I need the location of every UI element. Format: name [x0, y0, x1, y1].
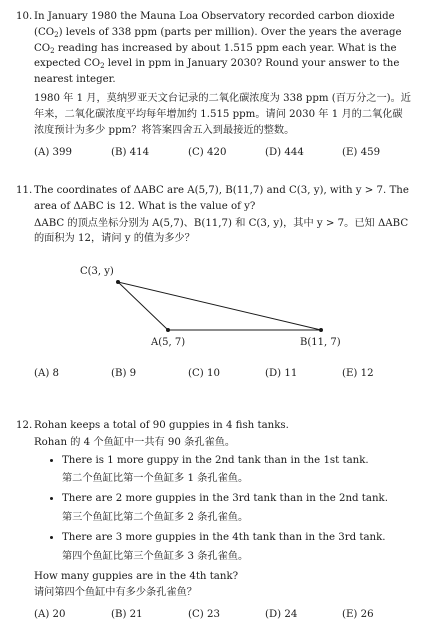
choice-a[interactable]: (A) 20	[34, 609, 66, 621]
choice-d[interactable]: (D) 11	[265, 368, 298, 379]
answer-choices	[34, 366, 412, 382]
condition-zh: 第二个鱼缸比第一个鱼缸多 1 条孔雀鱼。	[62, 473, 249, 485]
triangle-figure	[70, 260, 370, 360]
question-number: 10.	[16, 11, 33, 22]
question-text-en: How many guppies are in the 4th tank?	[34, 570, 239, 582]
question-intro-zh: Rohan 的 4 个鱼缸中一共有 90 条孔雀鱼。	[34, 436, 236, 448]
choice-e[interactable]: (E) 26	[342, 609, 374, 621]
condition-en: There are 3 more guppies in the 4th tank than in the 3rd tank.	[62, 531, 386, 543]
choice-b[interactable]: (B) 414	[111, 146, 150, 158]
condition-item	[62, 453, 412, 488]
question-text-zh: ΔABC 的顶点坐标分别为 A(5,7)、B(11,7) 和 C(3, y)，其中 y > 7。已知 ΔABC 的面积为 12，请问 y 的值为多少？	[34, 217, 409, 245]
question-text-zh: 1980 年 1 月，莫纳罗亚天文台记录的二氧化碳浓度为 338 ppm (百万分之一)。近年来，二氧化碳浓度平均每年增加约 1.515 ppm。请问 2030 年 1 月的二氧化碳浓度预计为多少 ppm？将答案四舍五入到最接近的整数。	[34, 93, 411, 136]
choice-b[interactable]: (B) 9	[111, 368, 137, 379]
label-b: B(11, 7)	[300, 337, 341, 348]
choice-a[interactable]: (A) 399	[34, 146, 72, 158]
choice-c[interactable]: (C) 420	[188, 146, 227, 158]
choice-d[interactable]: (D) 444	[265, 146, 304, 158]
choice-c[interactable]: (C) 10	[188, 368, 220, 379]
choice-e[interactable]: (E) 12	[342, 368, 374, 379]
triangle-abc	[118, 282, 321, 330]
question-11	[16, 183, 412, 247]
question-10	[16, 9, 412, 161]
condition-zh: 第三个鱼缸比第二个鱼缸多 2 条孔雀鱼。	[62, 512, 249, 524]
condition-list	[34, 453, 412, 565]
question-number: 11.	[16, 185, 33, 196]
choice-b[interactable]: (B) 21	[111, 609, 143, 621]
choice-c[interactable]: (C) 23	[188, 609, 220, 621]
question-number: 12.	[16, 420, 33, 431]
question-11-choices-row	[16, 366, 412, 382]
label-c: C(3, y)	[80, 266, 114, 277]
answer-choices	[34, 145, 412, 161]
label-a: A(5, 7)	[151, 337, 186, 348]
question-text-en: In January 1980 the Mauna Loa Observatory recorded carbon dioxide $(CO_2)$ levels of 338 ppm (parts per million). Over the years the average $CO_2$ reading has increased by about 1.515 ppm each year. What is the expected $CO_2$ level in ppm in January 2030? Round your answer to the nearest integer.	[34, 11, 402, 86]
condition-item	[62, 530, 412, 565]
question-intro-en: Rohan keeps a total of 90 guppies in 4 fish tanks.	[34, 420, 289, 431]
question-text-en: The coordinates of ΔABC are A(5,7), B(11,7) and C(3, y), with y > 7. The area of ΔABC is 12. What is the value of y?	[34, 185, 409, 212]
choice-d[interactable]: (D) 24	[265, 609, 298, 621]
condition-en: There are 2 more guppies in the 3rd tank than in the 2nd tank.	[62, 493, 388, 505]
question-12	[16, 418, 412, 623]
answer-choices	[34, 607, 412, 623]
vertex-a	[166, 328, 170, 332]
vertex-c	[116, 280, 120, 284]
choice-a[interactable]: (A) 8	[34, 368, 60, 379]
condition-item	[62, 491, 412, 526]
condition-en: There is 1 more guppy in the 2nd tank than in the 1st tank.	[62, 454, 369, 466]
question-text-zh: 请问第四个鱼缸中有多少条孔雀鱼？	[34, 587, 197, 599]
condition-zh: 第四个鱼缸比第三个鱼缸多 3 条孔雀鱼。	[62, 550, 249, 562]
choice-e[interactable]: (E) 459	[342, 146, 381, 158]
vertex-b	[319, 328, 323, 332]
